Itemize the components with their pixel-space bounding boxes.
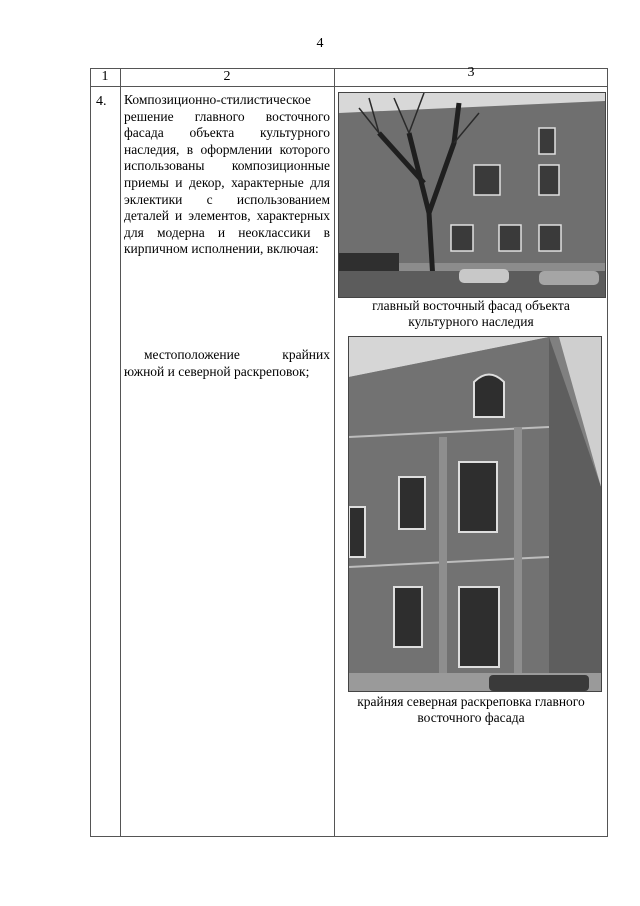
facade-photo — [338, 92, 606, 298]
header-col-3: 3 — [467, 65, 475, 80]
north-projection-photo — [348, 336, 602, 692]
row-number: 4. — [96, 94, 107, 109]
row-subitem: местоположение крайних южной и северной раскреповок; — [124, 347, 330, 379]
page-number: 4 — [316, 36, 324, 51]
header-col-2: 2 — [223, 69, 231, 84]
document-table — [90, 65, 608, 836]
row-description: Композиционно-стилистическое решение главного восточного фасада объекта культурного наследия, в оформлении которого использованы композиционные приемы и декор, характерные для эклектики с использованием деталей и элементов, характерных для модерна и неоклассики в кирпичном исполнении, включая: — [124, 92, 330, 257]
north-projection-photo-caption: крайняя северная раскреповка главного восточного фасада — [357, 694, 585, 725]
facade-photo-caption: главный восточный фасад объекта культурного наследия — [372, 298, 570, 329]
header-col-1: 1 — [101, 69, 109, 84]
